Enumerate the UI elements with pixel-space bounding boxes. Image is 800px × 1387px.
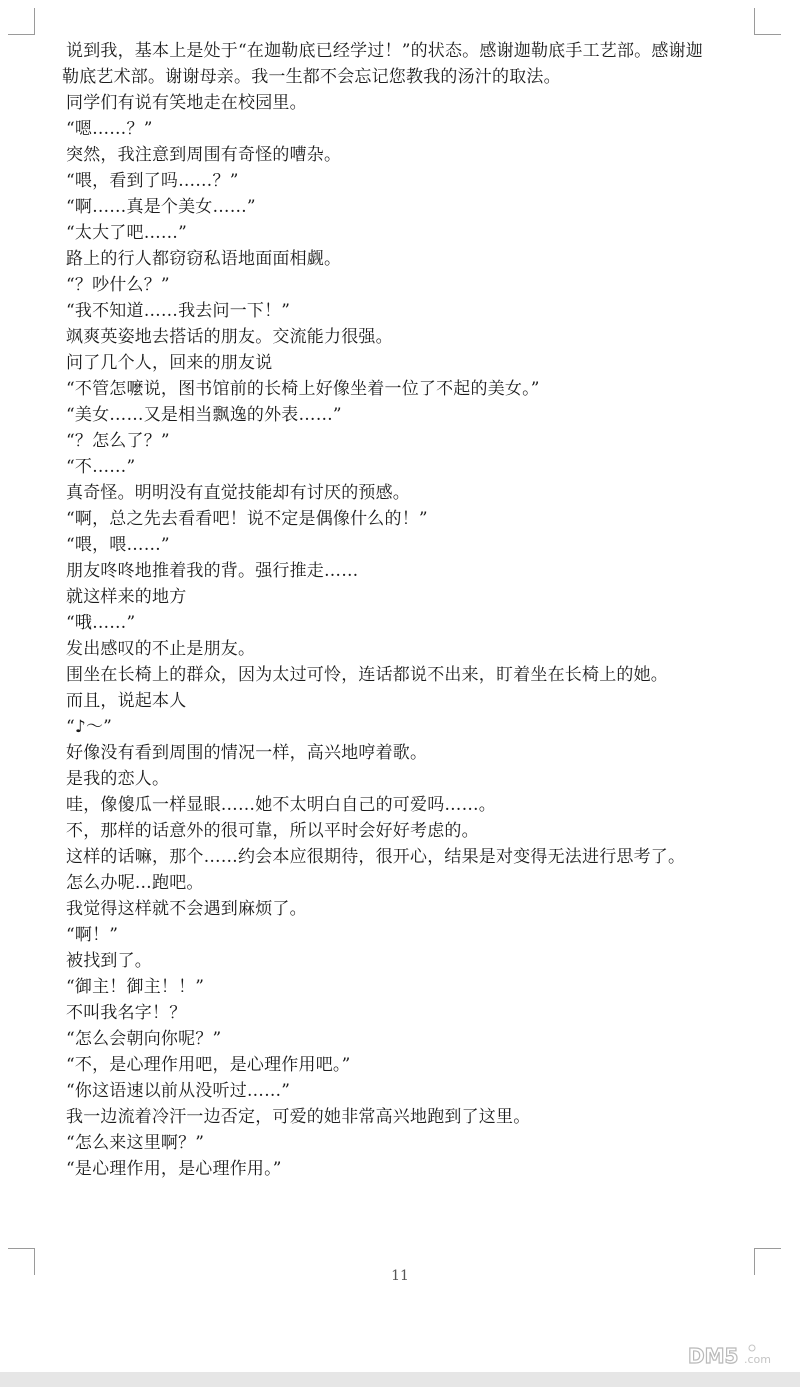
watermark-suffix: .com [744, 1353, 771, 1366]
text-line: “嗯……？” [66, 119, 153, 139]
text-line: “我不知道……我去问一下！” [66, 301, 291, 321]
text-line: 不，那样的话意外的很可靠，所以平时会好好考虑的。 [66, 821, 479, 841]
text-line: 我觉得这样就不会遇到麻烦了。 [66, 899, 307, 919]
text-line: 飒爽英姿地去搭话的朋友。交流能力很强。 [66, 327, 393, 347]
text-line: “不，是心理作用吧，是心理作用吧。” [66, 1055, 351, 1075]
text-line: “不管怎嚒说，图书馆前的长椅上好像坐着一位了不起的美女。” [66, 379, 540, 399]
text-line: “？怎么了？” [66, 431, 170, 451]
text-line: “御主！御主！！” [66, 977, 205, 997]
text-line: 好像没有看到周围的情况一样，高兴地哼着歌。 [66, 743, 428, 763]
text-line: “啊，总之先去看看吧！说不定是偶像什么的！” [66, 509, 428, 529]
text-line: “怎么来这里啊？” [66, 1133, 205, 1153]
text-line: 问了几个人，回来的朋友说 [66, 353, 273, 373]
text-line: 怎么办呢…跑吧。 [66, 873, 204, 893]
text-line: “喂，喂……” [66, 535, 170, 555]
text-line: “哦……” [66, 613, 136, 633]
text-line: “不……” [66, 457, 136, 477]
text-line: 哇，像傻瓜一样显眼……她不太明白自己的可爱吗……。 [66, 795, 496, 815]
text-line: 真奇怪。明明没有直觉技能却有讨厌的预感。 [66, 483, 410, 503]
text-line: 是我的恋人。 [66, 769, 170, 789]
text-line: 围坐在长椅上的群众，因为太过可怜，连话都说不出来，盯着坐在长椅上的她。 [66, 665, 668, 685]
bottom-bar [0, 1372, 800, 1387]
opening-line-1: 说到我，基本上是处于“在迦勒底已经学过！”的状态。感谢迦勒底手工艺部。感谢迦 [66, 41, 703, 61]
text-line: 突然，我注意到周围有奇怪的嘈杂。 [66, 145, 342, 165]
text-line: 朋友咚咚地推着我的背。强行推走…… [66, 561, 359, 581]
watermark-text: DM5 [688, 1344, 739, 1368]
watermark [686, 1343, 790, 1369]
text-line: 路上的行人都窃窃私语地面面相觑。 [66, 249, 342, 269]
text-line: 发出感叹的不止是朋友。 [66, 639, 256, 659]
text-line: 不叫我名字！？ [66, 1003, 187, 1023]
text-line: 同学们有说有笑地走在校园里。 [66, 93, 307, 113]
text-line: 这样的话嘛，那个……约会本应很期待，很开心，结果是对变得无法进行思考了。 [66, 847, 686, 867]
text-line: 而且，说起本人 [66, 691, 187, 711]
text-line: “美女……又是相当飘逸的外表……” [66, 405, 342, 425]
text-line: 我一边流着冷汗一边否定，可爱的她非常高兴地跑到了这里。 [66, 1107, 531, 1127]
page-number: 11 [391, 1268, 409, 1284]
text-line: “啊！” [66, 925, 119, 945]
text-line: 被找到了。 [66, 951, 152, 971]
text-line: “♪～” [66, 717, 113, 737]
body-text [62, 38, 760, 1182]
text-line: “啊……真是个美女……” [66, 197, 256, 217]
opening-line-2: 勒底艺术部。谢谢母亲。我一生都不会忘记您教我的汤汁的取法。 [62, 67, 561, 87]
crop-mark-top-right [754, 8, 781, 35]
dm5-logo-icon [686, 1343, 790, 1369]
text-line: “？吵什么？” [66, 275, 170, 295]
text-line: 就这样来的地方 [66, 587, 187, 607]
crop-mark-top-left [8, 8, 35, 35]
text-line: “是心理作用，是心理作用。” [66, 1159, 282, 1179]
text-line: “你这语速以前从没听过……” [66, 1081, 291, 1101]
text-line: “太大了吧……” [66, 223, 187, 243]
text-line: “喂，看到了吗……？” [66, 171, 239, 191]
text-line: “怎么会朝向你呢？” [66, 1029, 222, 1049]
